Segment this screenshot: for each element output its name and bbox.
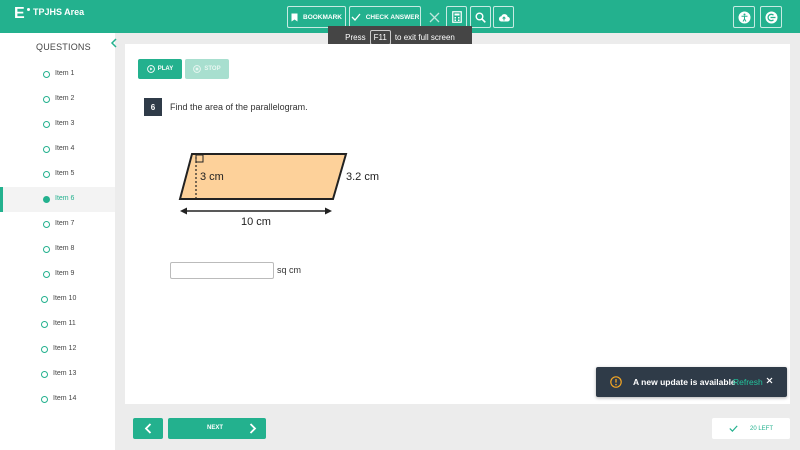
status-circle-icon [43,196,50,203]
f11-key: F11 [370,30,391,45]
sidebar-item-label: Item 13 [53,370,77,377]
toast-message: A new update is available [633,377,736,387]
sidebar-item-14[interactable] [0,387,115,412]
sidebar-item-label: Item 2 [55,95,75,102]
status-circle-icon [43,271,50,278]
collapse-sidebar-icon[interactable] [107,36,121,50]
sidebar-item-10[interactable] [0,287,115,312]
remaining-count: 20 LEFT [749,425,773,432]
status-circle-icon [43,171,50,178]
refresh-link[interactable]: Refresh [733,377,763,387]
cloud-upload-icon [498,13,510,22]
status-circle-icon [43,121,50,128]
sidebar-item-label: Item 9 [55,270,75,277]
bookmark-icon [291,13,298,22]
question-sidebar [0,33,115,450]
close-icon [429,12,440,23]
bookmark-label: BOOKMARK [303,13,342,21]
sidebar-item-5[interactable] [0,162,115,187]
checkmark-icon [351,13,361,21]
exit-button[interactable] [760,6,782,28]
magnifier-icon [475,12,486,23]
remaining-items-button[interactable] [712,418,790,439]
sidebar-item-label: Item 6 [55,195,75,202]
parallelogram-figure [170,145,390,235]
clear-answer-button[interactable] [424,6,444,28]
tooltip-text-after: to exit full screen [394,32,455,42]
sidebar-item-label: Item 7 [55,220,75,227]
chevron-right-icon [248,423,257,434]
base-label: 10 cm [241,216,271,228]
arrow-right-icon [325,208,332,215]
sidebar-item-2[interactable] [0,87,115,112]
stop-label: STOP [204,66,221,72]
next-label: NEXT [207,425,224,431]
next-button[interactable] [168,418,266,439]
arrow-left-icon [180,208,187,215]
check-answer-label: CHECK ANSWER [365,13,420,21]
sidebar-item-13[interactable] [0,362,115,387]
chevron-left-icon [144,423,153,434]
sidebar-title: QUESTIONS [36,42,91,52]
answer-input[interactable] [170,262,274,279]
zoom-button[interactable] [470,6,491,28]
sidebar-item-12[interactable] [0,337,115,362]
sidebar-item-label: Item 4 [55,145,75,152]
previous-button[interactable] [133,418,163,439]
check-answer-button[interactable] [349,6,421,28]
calculator-icon [452,11,462,23]
side-label: 3.2 cm [346,171,380,183]
save-cloud-button[interactable] [493,6,514,28]
assessment-title: TPJHS Area [33,7,85,17]
play-label: PLAY [157,66,174,72]
sidebar-item-label: Item 1 [55,70,75,77]
sidebar-item-3[interactable] [0,112,115,137]
height-label: 3 cm [200,171,224,183]
status-circle-icon [43,221,50,228]
play-button[interactable] [138,59,182,79]
status-circle-icon [43,96,50,103]
warning-icon [610,376,622,388]
sidebar-item-label: Item 5 [55,170,75,177]
accessibility-button[interactable] [733,6,755,28]
question-text: Find the area of the parallelogram. [170,102,308,112]
sidebar-item-label: Item 3 [55,120,75,127]
tooltip-text-before: Press [345,32,366,42]
sidebar-item-8[interactable] [0,237,115,262]
status-circle-icon [41,396,48,403]
sidebar-item-4[interactable] [0,137,115,162]
play-icon [147,65,155,73]
sidebar-item-label: Item 11 [53,320,76,327]
status-circle-icon [43,246,50,253]
status-circle-icon [41,321,48,328]
close-icon[interactable] [765,376,774,385]
sidebar-item-11[interactable] [0,312,115,337]
sidebar-item-7[interactable] [0,212,115,237]
status-circle-icon [41,371,48,378]
sidebar-item-label: Item 12 [53,345,77,352]
exit-icon [765,11,778,24]
sidebar-item-label: Item 14 [53,395,77,402]
sidebar-item-label: Item 8 [55,245,75,252]
stop-icon [193,65,201,73]
accessibility-icon [738,11,751,24]
question-number: 6 [144,98,162,116]
update-toast [596,367,787,397]
stop-button [185,59,229,79]
sidebar-item-9[interactable] [0,262,115,287]
logo-dot [27,8,30,11]
app-logo: E [14,5,25,22]
sidebar-item-1[interactable] [0,62,115,87]
bookmark-button[interactable] [287,6,346,28]
status-circle-icon [43,71,50,78]
calculator-button[interactable] [446,6,467,28]
status-circle-icon [41,296,48,303]
sidebar-item-6[interactable] [0,187,115,212]
sidebar-item-label: Item 10 [53,295,77,302]
status-circle-icon [43,146,50,153]
checkmark-icon [729,425,738,432]
answer-unit: sq cm [277,265,302,275]
status-circle-icon [41,346,48,353]
